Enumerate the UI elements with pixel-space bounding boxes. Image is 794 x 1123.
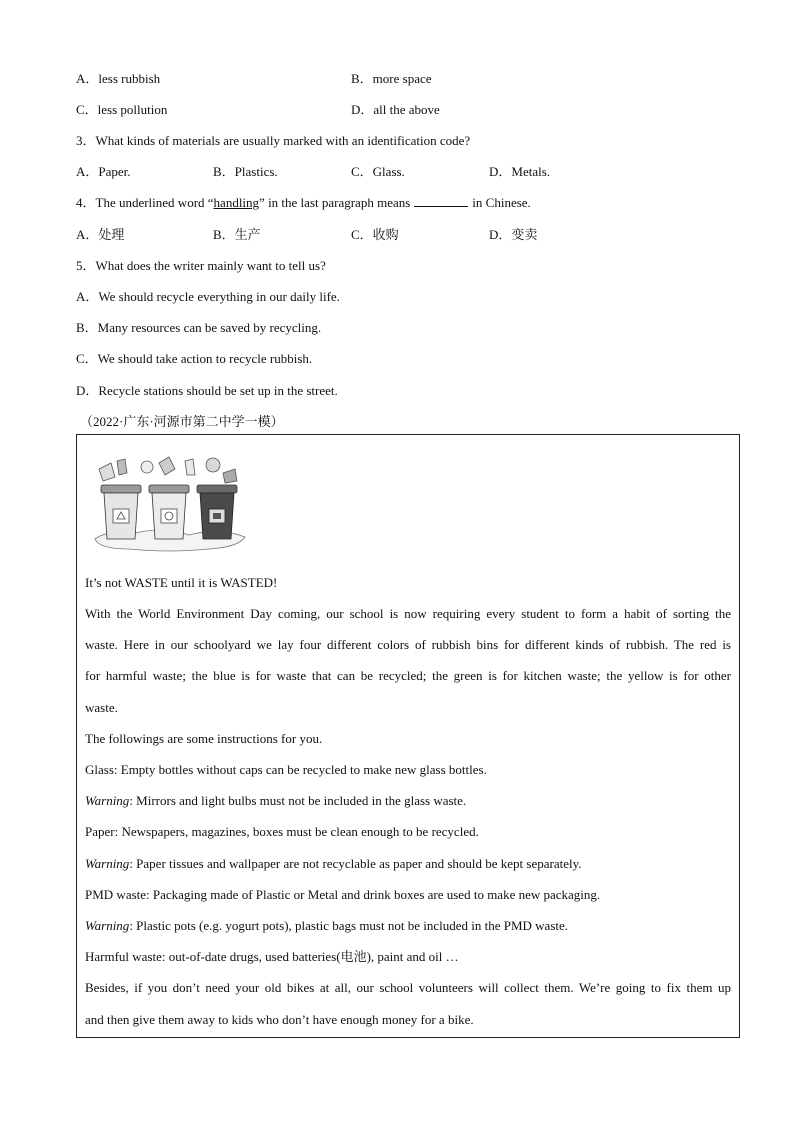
q4-option-c: C．收购	[351, 227, 399, 242]
q5-stem: 5．What does the writer mainly want to tell us?	[76, 258, 326, 273]
warning-label: Warning	[85, 793, 130, 808]
glass-warning-text: : Mirrors and light bulbs must not be included in the glass waste.	[129, 793, 467, 808]
q3-option-c: C．Glass.	[351, 164, 405, 179]
q4-option-b: B．生产	[213, 227, 261, 242]
q5-option-a: A．We should recycle everything in our daily life.	[76, 289, 340, 304]
q2-option-d: D．all the above	[351, 102, 440, 117]
passage-last-line2: and then give them away to kids who don’t have enough money for a bike.	[85, 1012, 474, 1027]
q4-stem-pre: 4．The underlined word “	[76, 195, 214, 210]
pmd-warning	[85, 910, 731, 941]
passage-p1-line4: waste.	[85, 700, 118, 715]
warning-label: Warning	[85, 856, 130, 871]
q2-option-a: A．less rubbish	[76, 71, 161, 86]
q4-stem-mid: ” in the last paragraph means	[259, 195, 411, 210]
paper-instruction: Paper: Newspapers, magazines, boxes must be clean enough to be recycled.	[85, 824, 479, 839]
q3-stem: 3．What kinds of materials are usually marked with an identification code?	[76, 133, 471, 148]
q2-option-c: C．less pollution	[76, 102, 168, 117]
q4-blank	[414, 195, 468, 207]
q5-option-c: C．We should take action to recycle rubbish.	[76, 351, 313, 366]
pmd-warning-text: : Plastic pots (e.g. yogurt pots), plastic bags must not be included in the PMD waste.	[129, 918, 569, 933]
paper-warning-text: : Paper tissues and wallpaper are not recyclable as paper and should be kept separately.	[129, 856, 582, 871]
warning-label: Warning	[85, 918, 130, 933]
passage-p1-line2: waste. Here in our schoolyard we lay four different colors of rubbish bins for different kinds of rubbish. The red is	[85, 637, 731, 652]
q3-option-b: B．Plastics.	[213, 164, 278, 179]
q4-stem-post: in Chinese.	[472, 195, 531, 210]
glass-warning	[85, 785, 731, 816]
q3-option-a: A．Paper.	[76, 164, 131, 179]
q4-option-a: A．处理	[76, 227, 125, 242]
passage-box	[76, 434, 740, 1038]
pmd-instruction: PMD waste: Packaging made of Plastic or Metal and drink boxes are used to make new packaging.	[85, 887, 601, 902]
passage-last-line1: Besides, if you don’t need your old bikes at all, our school volunteers will collect them. We’re going to fix them up	[85, 980, 731, 995]
q4-option-d: D．变卖	[489, 227, 538, 242]
q4-underlined-word: handling	[213, 195, 260, 210]
source-citation: （2022·广东·河源市第二中学一模）	[80, 414, 284, 429]
paper-warning	[85, 848, 731, 879]
q3-option-d: D．Metals.	[489, 164, 551, 179]
passage-title: It’s not WASTE until it is WASTED!	[85, 575, 278, 590]
passage-p1-line1: With the World Environment Day coming, our school is now requiring every student to form a habit of sorting the	[85, 606, 731, 621]
harmful-instruction: Harmful waste: out-of-date drugs, used batteries(电池), paint and oil …	[85, 949, 459, 964]
passage-p1-line3: for harmful waste; the blue is for waste that can be recycled; the green is for kitchen waste; the yellow is for other	[85, 668, 731, 683]
q4-stem	[76, 192, 531, 211]
q5-option-b: B．Many resources can be saved by recycling.	[76, 320, 322, 335]
glass-instruction: Glass: Empty bottles without caps can be recycled to make new glass bottles.	[85, 762, 487, 777]
recycling-bins-illustration	[89, 455, 249, 555]
q5-option-d: D．Recycle stations should be set up in the street.	[76, 383, 338, 398]
q2-option-b: B．more space	[351, 71, 432, 86]
passage-intro: The followings are some instructions for you.	[85, 731, 323, 746]
